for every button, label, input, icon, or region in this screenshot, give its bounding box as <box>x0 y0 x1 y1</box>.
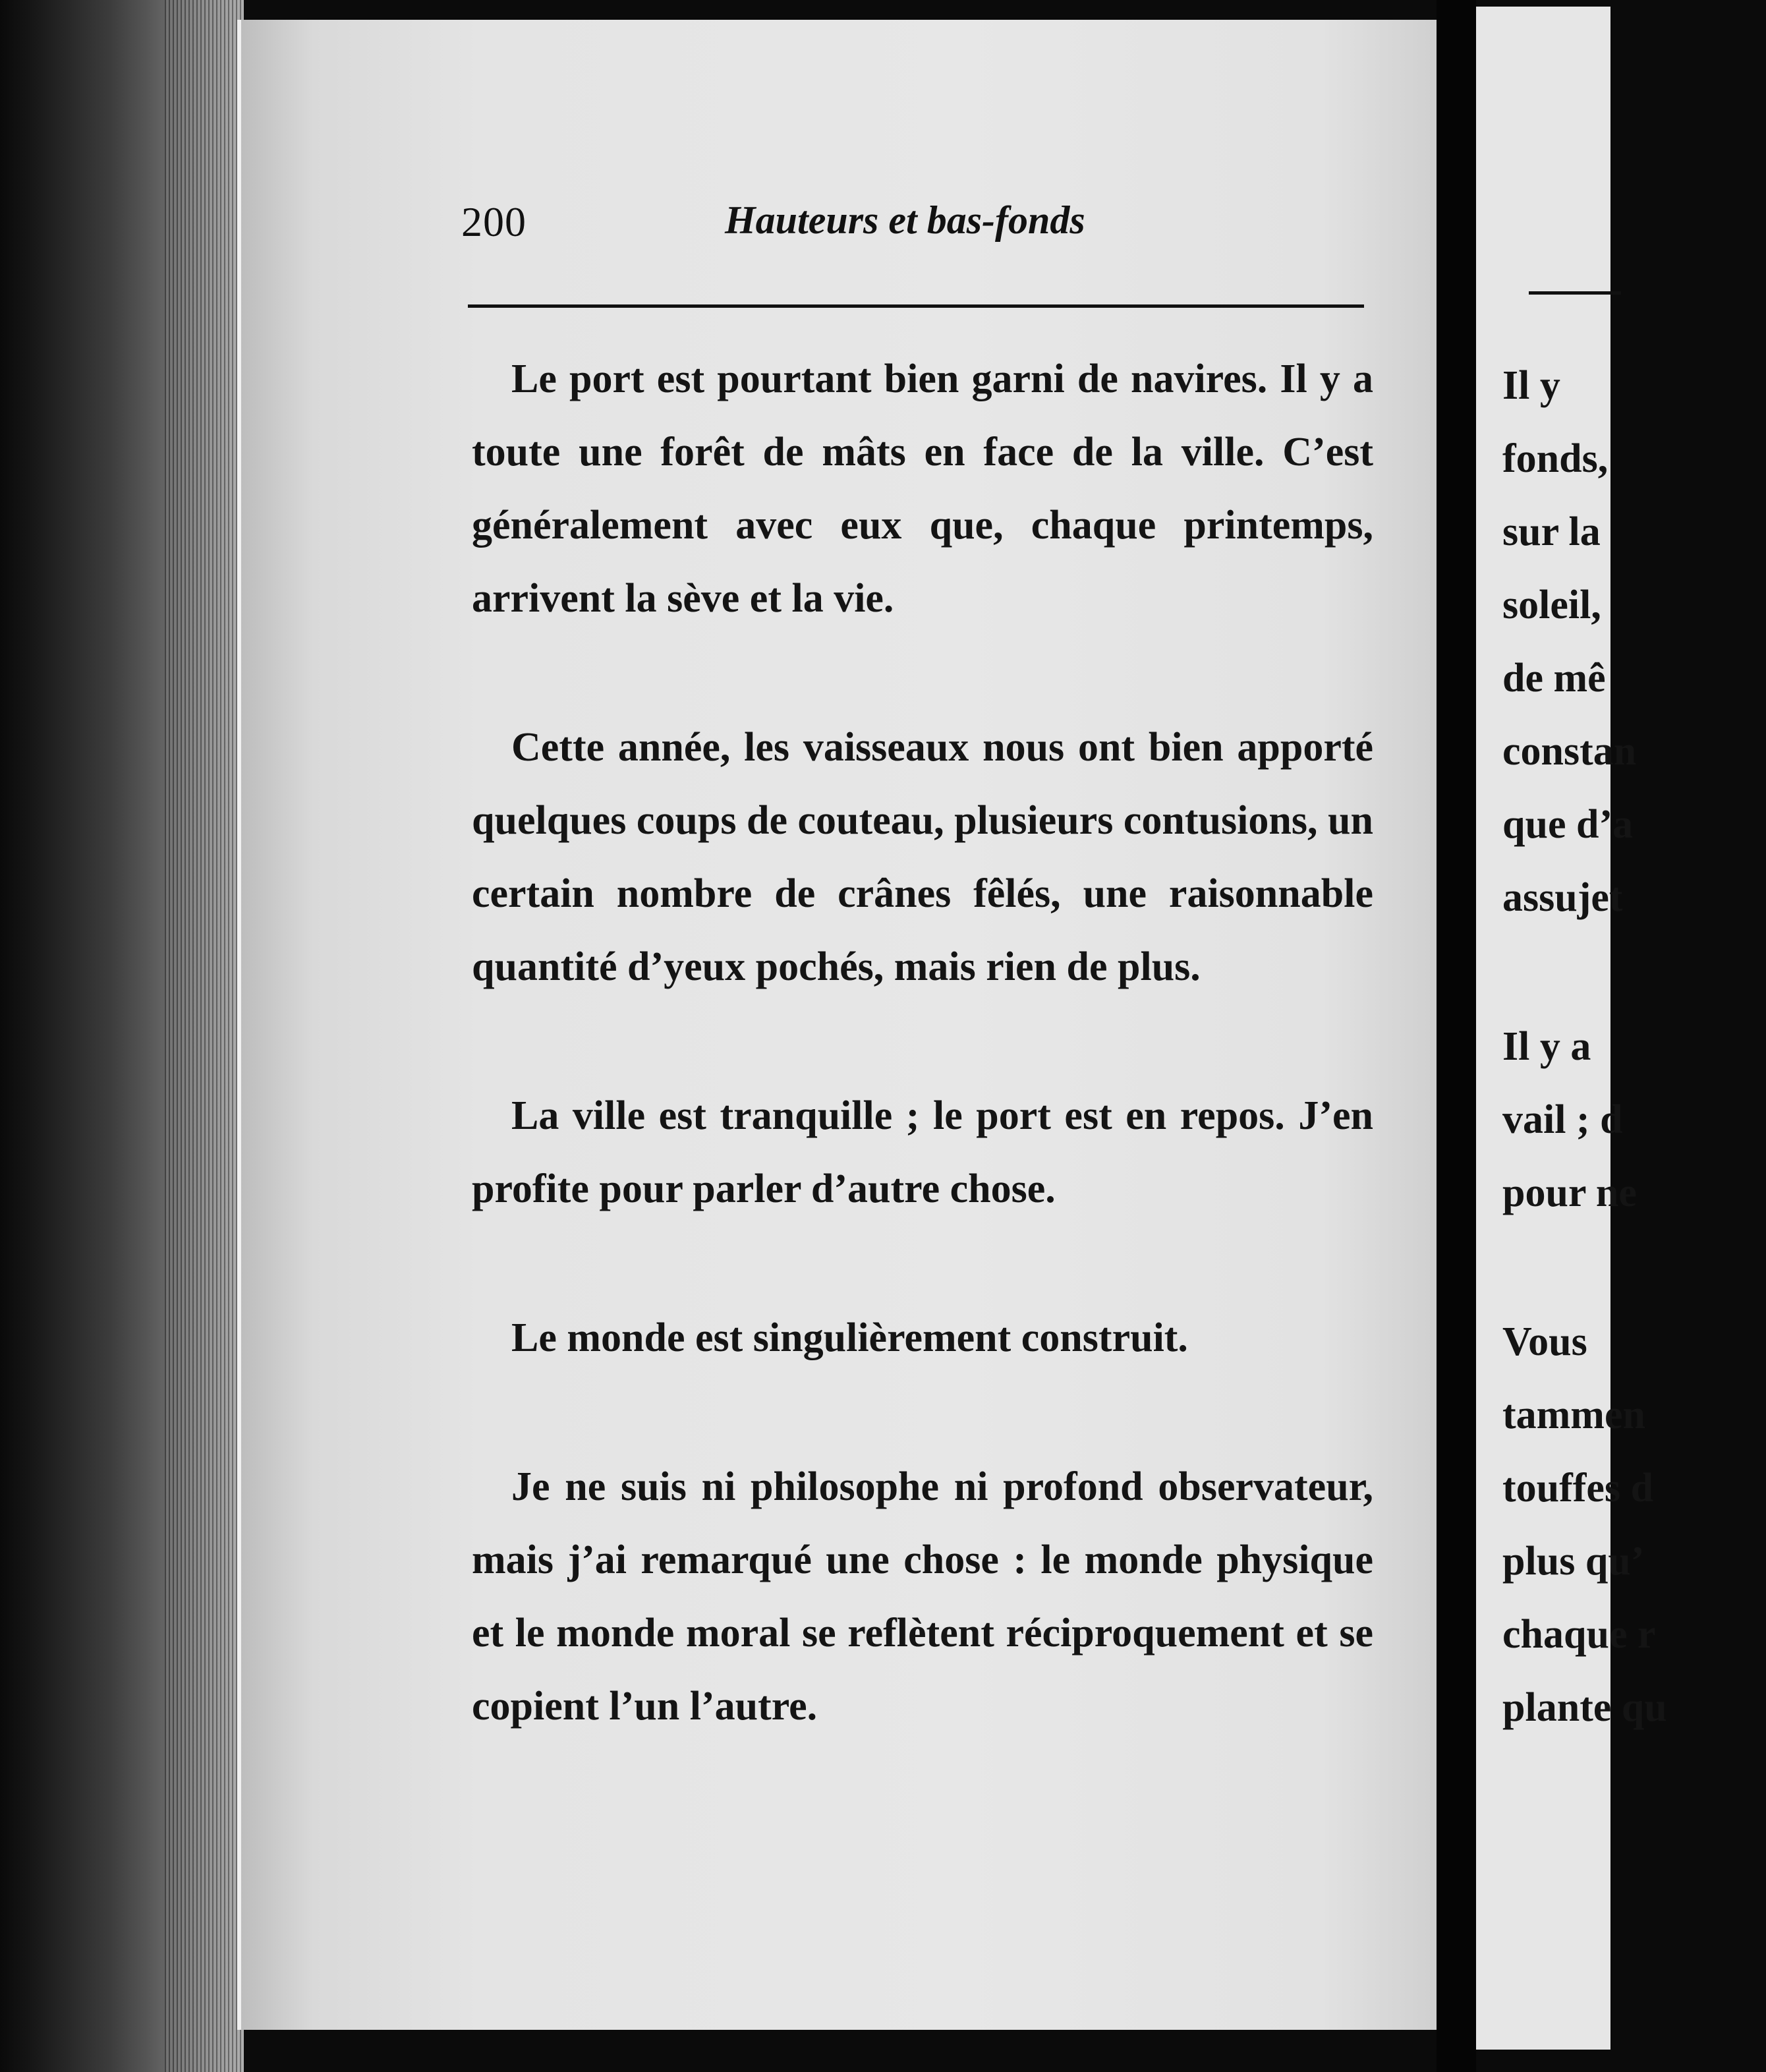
book-gutter <box>1437 0 1476 2072</box>
paragraph-4: Le monde est singulièrement construit. <box>511 1315 1188 1360</box>
facing-line: vail ; d <box>1502 1097 1623 1142</box>
paragraph-3: La ville est tranquille ; le port est en repos. J’en profite pour parler d’autre chose. <box>472 1093 1373 1211</box>
running-title: Hauteurs et bas-fonds <box>725 198 1085 242</box>
facing-line: plante qu <box>1502 1685 1667 1730</box>
facing-line: touffes d <box>1502 1466 1654 1511</box>
facing-line: de mê <box>1502 656 1606 701</box>
facing-line: fonds, <box>1502 436 1609 481</box>
facing-line: pour ne <box>1502 1170 1637 1215</box>
facing-line: Il y a <box>1502 1024 1591 1069</box>
paragraph-5: Je ne suis ni philosophe ni profond observateur, mais j’ai remarqué une chose : le monde physique et le monde moral se reflètent réciproquement et se copient l’un l’autre. <box>472 1464 1373 1729</box>
facing-page-text <box>1502 349 1766 1744</box>
facing-header-rule <box>1529 291 1621 295</box>
facing-line: tammen <box>1502 1393 1645 1437</box>
facing-line: Vous <box>1502 1319 1587 1364</box>
paragraph-2: Cette année, les vaisseaux nous ont bien apporté quelques coups de couteau, plusieurs contusions, un certain nombre de crânes fêlés, une raisonnable quantité d’yeux pochés, mais rien de plus. <box>472 725 1373 989</box>
facing-line: chaque r <box>1502 1612 1656 1657</box>
facing-gap <box>1502 1230 1766 1306</box>
paragraph-1: Le port est pourtant bien garni de navires. Il y a toute une forêt de mâts en face de la ville. C’est généralement avec eux que, chaque printemps, arrivent la sève et la vie. <box>472 357 1373 621</box>
facing-line: assujet <box>1502 875 1623 920</box>
facing-line: soleil, <box>1502 583 1601 627</box>
facing-line: sur la <box>1502 509 1601 554</box>
facing-line: Il y <box>1502 363 1560 408</box>
body-text <box>472 343 1373 1743</box>
header-rule <box>468 304 1364 308</box>
page-edges <box>165 0 244 2072</box>
running-head <box>461 198 1384 250</box>
facing-gap <box>1502 935 1766 1010</box>
page-number: 200 <box>461 198 527 245</box>
facing-line: constan <box>1502 729 1637 774</box>
facing-line: plus qu’ <box>1502 1539 1645 1584</box>
facing-line: que d’a <box>1502 802 1634 847</box>
facing-page <box>1476 7 1667 2050</box>
